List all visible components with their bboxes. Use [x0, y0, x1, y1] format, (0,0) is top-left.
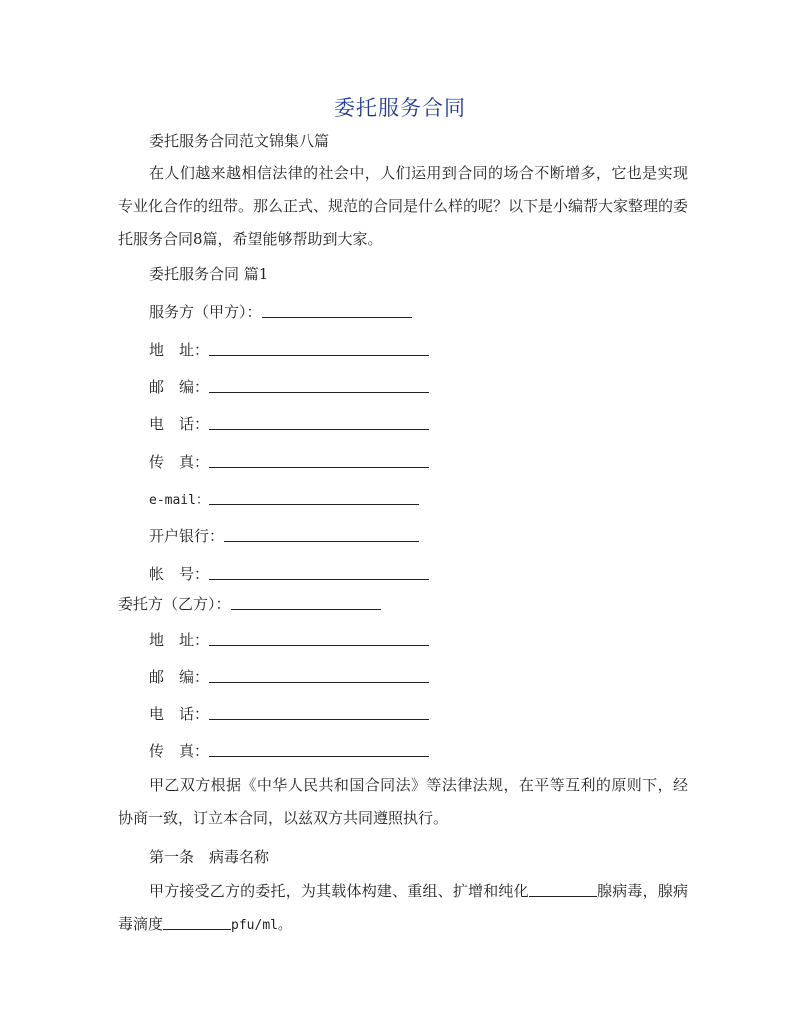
party-b-address-line: [149, 629, 429, 651]
field-blank: [209, 668, 429, 683]
field-label: 传 真：: [149, 453, 210, 471]
article-1-text-part1: 甲方接受乙方的委托，为其载体构建、重组、扩增和纯化: [149, 882, 529, 900]
party-a-postcode-line: [149, 376, 429, 398]
field-blank: [209, 453, 429, 468]
field-blank: [224, 527, 419, 542]
field-label: 电 话：: [149, 705, 210, 723]
intro-paragraph: 在人们越来越相信法律的社会中，人们运用到合同的场合不断增多，它也是实现专业化合作的纽带。那么正式、规范的合同是什么样的呢？以下是小编帮大家整理的委托服务合同8篇，希望能够帮助到大家。: [118, 164, 689, 248]
article-1-paragraph: [118, 875, 688, 942]
field-blank: [209, 705, 429, 720]
field-blank: [209, 490, 419, 505]
field-blank: [209, 415, 429, 430]
article-1-text-part3: pfu/ml。: [231, 918, 291, 933]
party-a-fax-line: [149, 451, 429, 473]
field-blank: [209, 631, 429, 646]
party-a-label: 服务方（甲方）：: [149, 303, 262, 321]
field-label: 邮 编：: [149, 668, 210, 686]
field-label: 电 话：: [149, 415, 210, 433]
virus-name-blank: [529, 882, 597, 897]
party-a-line: [149, 301, 412, 323]
field-label: 帐 号：: [149, 565, 210, 583]
field-blank: [209, 378, 429, 393]
article-1-text-part2: 腺病毒，腺病毒滴度: [118, 882, 688, 933]
agreement-paragraph: 甲乙双方根据《中华人民共和国合同法》等法律法规，在平等互利的原则下，经协商一致，订立本合同，以兹双方共同遵照执行。: [118, 776, 688, 827]
field-label: e-mail：: [149, 493, 209, 508]
party-b-postcode-line: [149, 666, 429, 688]
field-label: 开户银行：: [149, 527, 225, 545]
party-a-bank-line: [149, 525, 419, 547]
party-a-phone-line: [149, 413, 429, 435]
field-blank: [209, 742, 429, 757]
field-blank: [209, 565, 429, 580]
titer-blank: [163, 915, 231, 930]
field-label: 传 真：: [149, 742, 210, 760]
document-subtitle: 委托服务合同范文锦集八篇: [149, 132, 330, 150]
party-a-address-line: [149, 339, 429, 361]
party-a-email-line: [149, 488, 419, 512]
party-a-blank: [262, 303, 412, 318]
field-label: 地 址：: [149, 631, 210, 649]
article-1-heading: 第一条 病毒名称: [149, 848, 270, 866]
party-a-account-line: [149, 563, 429, 585]
section-heading: 委托服务合同 篇1: [149, 265, 269, 283]
party-b-line: [118, 593, 381, 615]
document-title: 委托服务合同: [334, 96, 466, 120]
party-b-label: 委托方（乙方）：: [118, 595, 231, 613]
field-label: 地 址：: [149, 341, 210, 359]
party-b-fax-line: [149, 740, 429, 762]
party-b-phone-line: [149, 703, 429, 725]
party-b-blank: [231, 595, 381, 610]
field-blank: [209, 341, 429, 356]
field-label: 邮 编：: [149, 378, 210, 396]
